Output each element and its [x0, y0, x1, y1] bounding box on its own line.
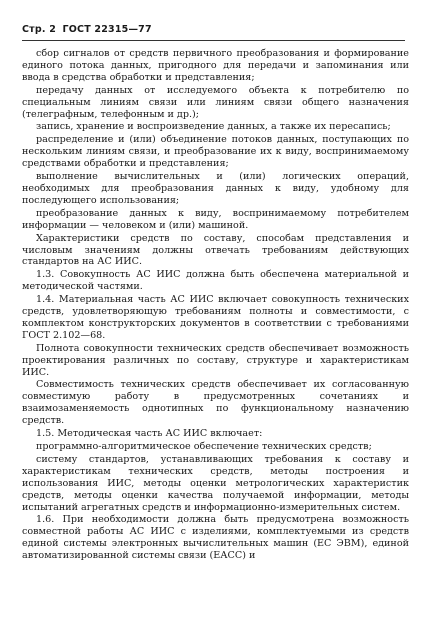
- paragraph: 1.6. При необходимости должна быть предусмотрена возможность совместной работы АС ИИС с изделиями, комплектуемыми из средств единой системы электронных вычислительных машин (ЕС ЭВМ), единой автоматизированной системы связи (ЕАСС) и: [22, 514, 409, 562]
- paragraph: систему стандартов, устанавливающих требования к составу и характеристикам технических средств, методы построения и использования ИИС, методы оценки метрологических характеристик средств, методы оценки качества получаемой информации, методы испытаний агрегатных средств и информационно-измерительных систем.: [22, 453, 409, 513]
- paragraph: запись, хранение и воспроизведение данных, а также их пересапись;: [36, 121, 391, 133]
- paragraph: 1.5. Методическая часть АС ИИС включает:: [36, 428, 263, 440]
- paragraph: распределение и (или) объединение потоков данных, поступающих по нескольким линиям связи, и преобразование их к виду, воспринимаемому средствами обработки и представления;: [22, 134, 409, 170]
- paragraph: Полнота совокупности технических средств обеспечивает возможность проектирования различных по составу, структуре и характеристикам ИИС.: [22, 342, 409, 378]
- header-rule: [22, 40, 405, 41]
- standard-designation: ГОСТ 22315—77: [62, 24, 152, 35]
- paragraph: преобразование данных к виду, воспринимаемому потребителем информации — человеком и (или) машиной.: [22, 207, 409, 231]
- paragraph: выполнение вычислительных и (или) логических операций, необходимых для преобразования данных к виду, удобному для последующего использования;: [22, 171, 409, 206]
- paragraph: 1.4. Материальная часть АС ИИС включает совокупность технических средств, удовлетворяющую требованиям полноты и совместимости, с комплектом конструкторских документов в соответствии с требованиями ГОСТ 2.102—68.: [22, 294, 409, 341]
- paragraph: программно-алгоритмическое обеспечение технических средств;: [36, 441, 372, 452]
- page-number: Стр. 2: [22, 24, 57, 35]
- paragraph: сбор сигналов от средств первичного преобразования и формирование единого потока данных, пригодного для передачи и запоминания или ввода в средства обработки и представления;: [22, 48, 409, 83]
- paragraph: Совместимость технических средств обеспечивает их согласованную совместимую работу в предусмотренных сочетаниях и взаимозаменяемость однотипных по функциональному назначению средств.: [22, 379, 409, 427]
- paragraph: передачу данных от исследуемого объекта к потребителю по специальным линиям связи или линиям связи общего назначения (телеграфным, телефонным и др.);: [22, 84, 409, 120]
- paragraph: Характеристики средств по составу, способам представления и числовым значениям должны отвечать требованиям действующих стандартов на АС ИИС.: [22, 232, 409, 268]
- page-header: [22, 24, 155, 35]
- document-body: [22, 48, 409, 563]
- paragraph: 1.3. Совокупность АС ИИС должна быть обеспечена материальной и методической частями.: [22, 269, 409, 293]
